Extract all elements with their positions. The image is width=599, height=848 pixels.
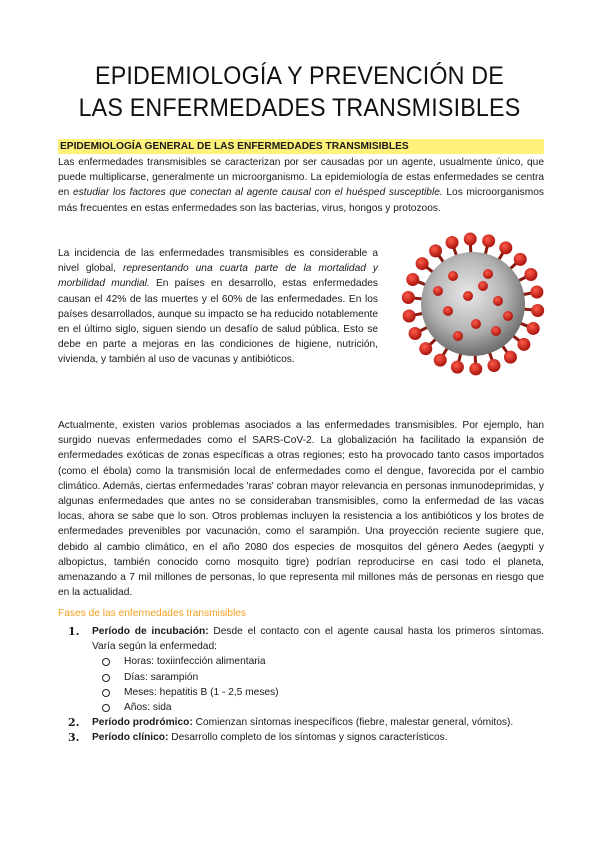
spike-head [446,236,459,249]
spike-head [416,257,429,270]
list-item: 3. Período clínico: Desarrollo completo de los síntomas y signos característicos. [68,731,448,745]
paragraph-incidence: La incidencia de las enfermedades transmisibles es considerable a nivel global, representando una cuarta parte de la mortalidad y morbilidad mundial. En países en desarrollo, estas enfermedades causan el 42% de las muertes y el 60% de las enfermedades. En los países desarrollados, aunque su impacto se ha reducido notablemente en el último siglo, siguen siendo un desafío de salud pública. Esto se debe en parte a mejoras en las condiciones de higiene, nutrición, vivienda, y también al uso de vacunas y antibióticos. [58,248,379,366]
surface-protein [433,286,443,296]
surface-protein [478,281,488,291]
list-item: Días: sarampión [58,670,544,685]
emphasis-text: estudiar los factores que conectan al agente causal con el huésped susceptible. [72,187,443,199]
list-item: Años: sida [58,700,544,715]
spike-head [402,291,415,304]
spike-head [514,253,527,266]
spike-head [451,361,464,374]
surface-protein [471,319,481,329]
list-number: 3. [68,731,80,745]
phases-heading: Fases de las enfermedades transmisibles [58,608,246,619]
title-line-2: LAS ENFERMEDADES TRANSMISIBLES [78,94,521,122]
phase-label: Período de incubación: [92,626,209,637]
spike-head [419,342,432,355]
list-item: 2. Período prodrómico: Comienzan síntomas inespecíficos (fiebre, malestar general, vómitos). [68,716,514,730]
list-number: 2. [68,716,80,730]
circle-bullet-icon [102,704,110,712]
phase-label: Período clínico: [92,732,169,744]
surface-protein [448,271,458,281]
spike-head [487,359,500,372]
coronavirus-image [398,216,548,391]
spike-head [531,304,544,317]
spike-head [530,286,543,299]
spike-head [527,322,540,335]
spike-head [482,234,495,247]
section-heading: EPIDEMIOLOGÍA GENERAL DE LAS ENFERMEDADES TRANSMISIBLES [58,139,544,154]
title-line-1: EPIDEMIOLOGÍA Y PREVENCIÓN DE [95,62,504,90]
spike-head [464,233,477,246]
incubation-examples [58,654,544,715]
paragraph-intro: Las enfermedades transmisibles se caracterizan por ser causadas por un agente, usualmente único, que puede multiplicarse, generalmente un microorganismo. La epidemiología de estas enfermedades se centra en estudiar los factores que conectan al agente causal con el huésped susceptible. Los microorganismos más frecuentes en estas enfermedades son las bacterias, virus, hongos y protozoos. [58,157,544,214]
surface-protein [443,306,453,316]
paragraph-problems: Actualmente, existen varios problemas asociados a las enfermedades transmisibles. Por ejemplo, han surgido nuevas enfermedades como el SARS-CoV-2. La globalización ha facilitado la expansión de enfermedades exóticas de zonas específicas a otras regiones; esto ha provocado tanto casos importados (como el ébola) como la transmisión local de enfermedades como el dengue, favorecida por el cambio climático. Además, ciertas enfermedades 'raras' cobran mayor relevancia en personas inmunodeprimidas, y algunas enfermedades que antes no se consideraban transmisibles, como la enfermedad de las vacas locas, ahora se sabe que lo son. Otros problemas incluyen la resistencia a los antibióticos y los brotes de enfermedades prevenibles por vacunación, como el sarampión. Una proyección reciente sugiere que, debido al cambio climático, en el año 2080 dos especies de mosquitos del género Aedes (aegypti y albopictus, también conocido como mosquito tigre) podrían reproducirse en casi todo el planeta, amenazando a 7 mil millones de personas, lo que representa mil millones más de personas en riesgo que en la actualidad. [58,420,544,599]
spike-head [504,351,517,364]
list-item: 1. Período de incubación: Desde el contacto con el agente causal hasta los primeros síntomas. Varía según la enfermedad: [68,625,545,653]
spike-head [403,309,416,322]
page-title [58,60,541,124]
spike-head [517,338,530,351]
spike-head [469,362,482,375]
list-item: Meses: hepatitis B (1 - 2,5 meses) [58,685,544,700]
surface-protein [491,326,501,336]
list-item: Horas: toxiinfección alimentaria [58,654,544,669]
surface-protein [493,296,503,306]
spike-head [429,244,442,257]
spike-head [434,354,447,367]
phases-list [58,624,544,746]
surface-protein [503,311,513,321]
list-number: 1. [68,625,80,638]
spike-head [406,273,419,286]
surface-protein [483,269,493,279]
coronavirus-icon [398,216,548,391]
phase-label: Período prodrómico: [92,717,193,729]
spike-head [409,327,422,340]
emphasis-text: representando una cuarta parte de la mortalidad y morbilidad mundial. [58,263,379,290]
spike-head [499,241,512,254]
surface-protein [453,331,463,341]
circle-bullet-icon [102,689,110,697]
spike-head [524,268,537,281]
surface-protein [463,291,473,301]
circle-bullet-icon [102,674,110,682]
circle-bullet-icon [102,658,110,666]
